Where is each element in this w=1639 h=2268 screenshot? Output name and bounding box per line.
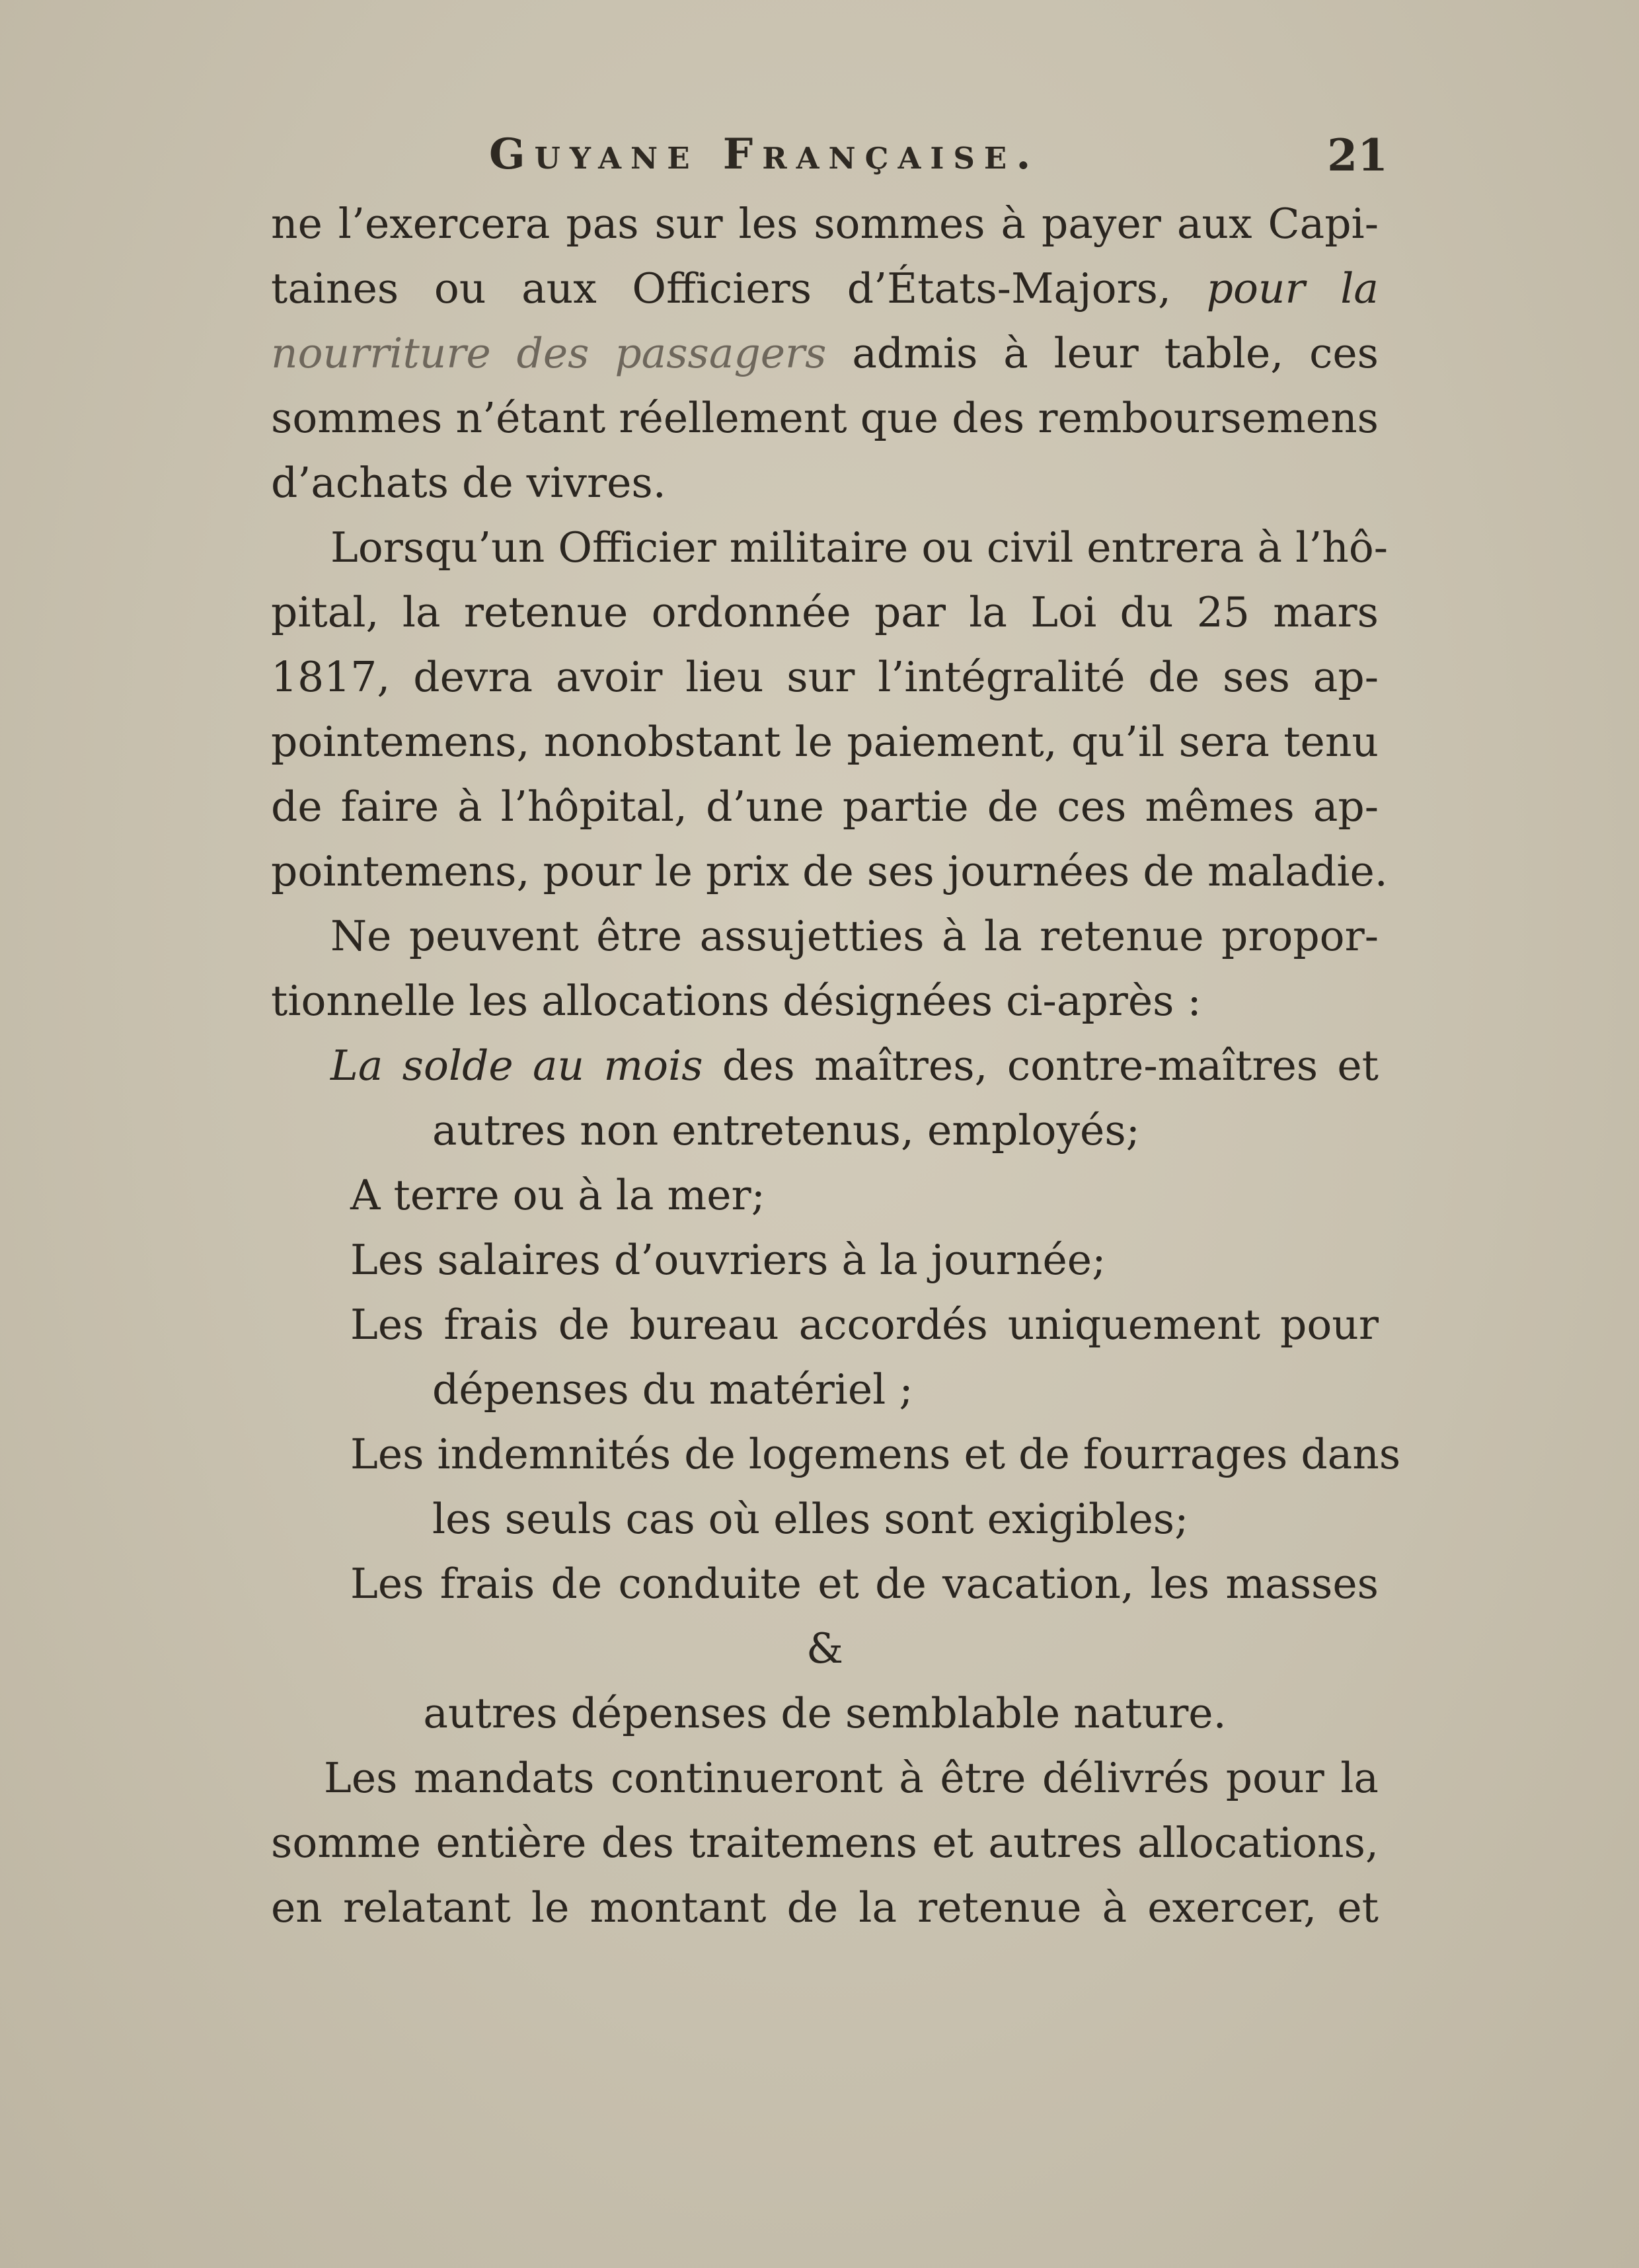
text-line: somme entière des traitemens et autres allocations, — [271, 1819, 1379, 1867]
list-item: Les frais de conduite et de vacation, les masses — [350, 1560, 1379, 1608]
text-line: d’achats de vivres. — [271, 459, 666, 507]
list-item: A terre ou à la mer; — [350, 1171, 765, 1219]
list-item: Les indemnités de logemens et de fourrages dans — [350, 1430, 1401, 1478]
page-number: 21 — [1327, 130, 1388, 181]
body-text — [271, 192, 1401, 1940]
list-item: Les frais de bureau accordés uniquement pour — [350, 1301, 1379, 1349]
list-item-continuation: autres non entretenus, employés; — [432, 1106, 1140, 1154]
text-line: 1817, devra avoir lieu sur l’intégralité de ses ap- — [271, 653, 1379, 701]
list-item-continuation: les seuls cas où elles sont exigibles; — [432, 1495, 1189, 1543]
text-line: pital, la retenue ordonnée par la Loi du 25 mars — [271, 588, 1379, 636]
text-line: Lorsqu’un Officier militaire ou civil entrera à l’hô- — [330, 523, 1389, 572]
text-line: taines ou aux Officiers d’États-Majors, pour la — [271, 264, 1379, 313]
list-item: La solde au mois des maîtres, contre-maîtres et — [330, 1041, 1379, 1090]
text-line: sommes n’étant réellement que des remboursemens — [271, 394, 1379, 442]
ampersand: & — [806, 1624, 844, 1673]
text-line: Les mandats continueront à être délivrés pour la — [324, 1754, 1379, 1802]
text-line: pointemens, nonobstant le paiement, qu’il sera tenu — [271, 718, 1379, 766]
list-item: Les salaires d’ouvriers à la journée; — [350, 1236, 1106, 1284]
list-item-continuation: dépenses du matériel ; — [432, 1365, 913, 1414]
text-line: ne l’exercera pas sur les sommes à payer aux Capi- — [271, 200, 1379, 248]
text-line: pointemens, pour le prix de ses journées de maladie. — [271, 847, 1388, 895]
running-title: Guyane Française. — [489, 130, 1040, 179]
text-line: tionnelle les allocations désignées ci-après : — [271, 977, 1201, 1025]
text-line: nourriture des passagers admis à leur table, ces — [271, 329, 1379, 377]
text-line: en relatant le montant de la retenue à exercer, et — [271, 1883, 1379, 1932]
page-header — [489, 130, 1388, 189]
list-item-continuation: autres dépenses de semblable nature. — [423, 1689, 1227, 1737]
text-line: de faire à l’hôpital, d’une partie de ces mêmes ap- — [271, 782, 1379, 831]
text-line: Ne peuvent être assujetties à la retenue propor- — [330, 912, 1379, 960]
